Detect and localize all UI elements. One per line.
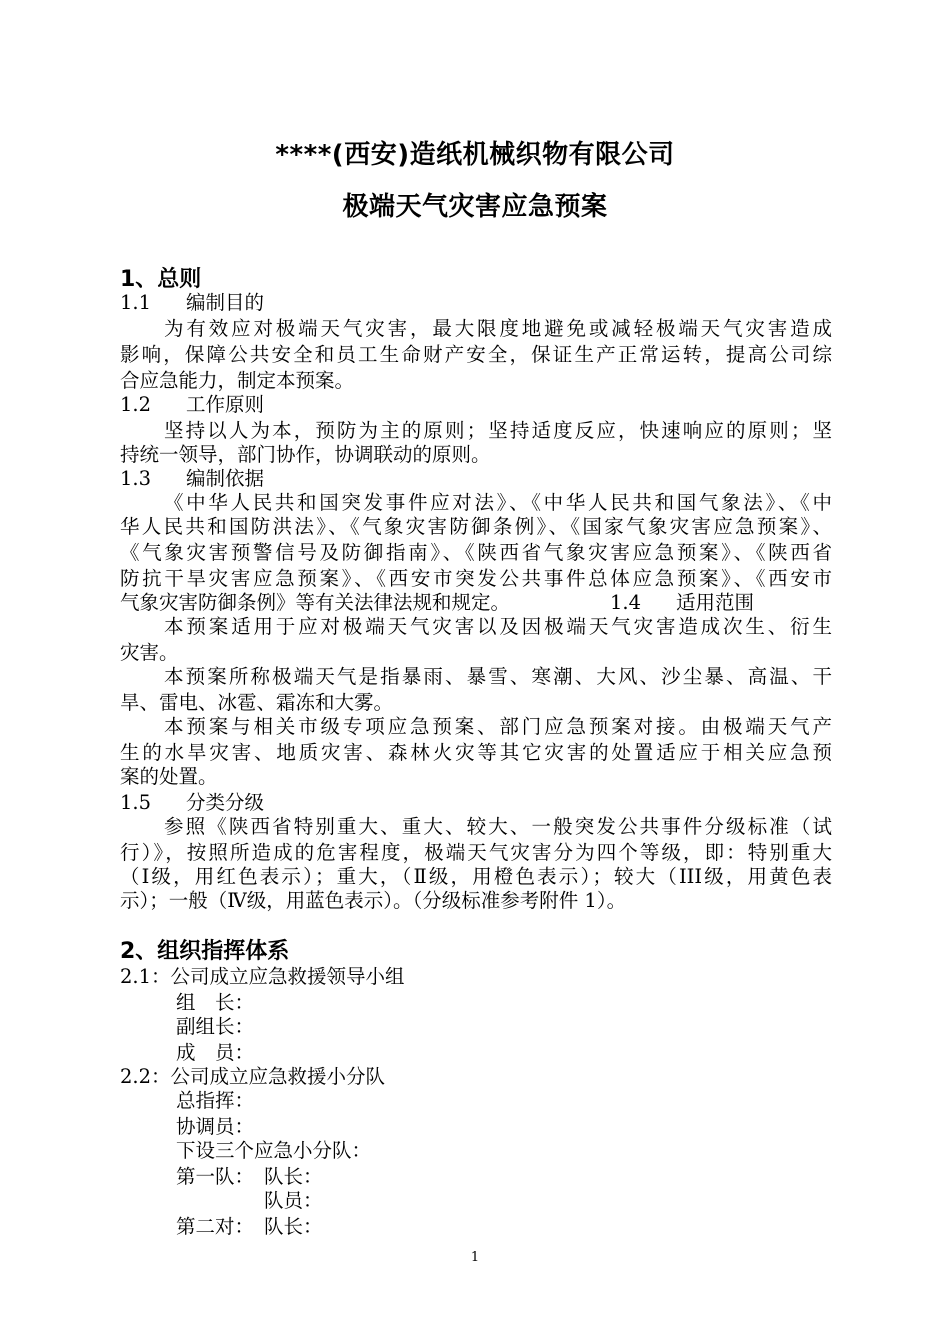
section-2-heading: 2、组织指挥体系: [120, 939, 290, 964]
subsection-title: 适用范围: [676, 591, 755, 614]
paragraph-line: 为有效应对极端天气灾害，最大限度地避免或减轻极端天气灾害造成: [164, 317, 832, 340]
subsection-number: 1.2: [120, 393, 152, 416]
paragraph-line: 《气象灾害预警信号及防御指南》、《陕西省气象灾害应急预案》、《陕西省: [120, 541, 832, 564]
document-title: 极端天气灾害应急预案: [342, 192, 608, 222]
paragraph-line: 案的处置。: [120, 765, 218, 788]
role-line: 队长：: [264, 1165, 323, 1188]
subsection-number: 1.3: [120, 467, 152, 490]
subsection-title: 编制依据: [186, 467, 265, 490]
subsection-number: 1.5: [120, 791, 152, 814]
paragraph-line: 华人民共和国防洪法》、《气象灾害防御条例》、《国家气象灾害应急预案》、: [120, 515, 832, 538]
role-line: 总指挥：: [176, 1089, 255, 1112]
paragraph-line: 防抗干旱灾害应急预案》、《西安市突发公共事件总体应急预案》、《西安市: [120, 567, 832, 590]
paragraph-line: 合应急能力，制定本预案。: [120, 369, 355, 392]
role-line: 队长：: [264, 1215, 323, 1238]
paragraph-line: 示）；一般（Ⅳ级，用蓝色表示）。（分级标准参考附件 1）。: [120, 889, 627, 912]
paragraph-line: 灾害。: [120, 641, 179, 664]
subsection-1-4: [610, 590, 754, 616]
role-line: 下设三个应急小分队：: [176, 1139, 372, 1162]
role-line: 副组长：: [176, 1015, 255, 1038]
team-label: 第二对：: [176, 1215, 255, 1238]
role-line: 队员：: [264, 1189, 323, 1212]
role-line: 成 员：: [176, 1041, 255, 1064]
subsection-2-1: 2.1：公司成立应急救援领导小组: [120, 965, 405, 988]
subsection-1-1: [120, 290, 264, 316]
paragraph-line: 本预案与相关市级专项应急预案、部门应急预案对接。由极端天气产: [164, 715, 832, 738]
section-1-heading: 1、总则: [120, 267, 202, 292]
subsection-number: 1.1: [120, 291, 152, 314]
subsection-title: 分类分级: [186, 791, 265, 814]
subsection-number: 1.4: [610, 591, 642, 614]
page-number: 1: [470, 1250, 480, 1265]
role-line: 组 长：: [176, 991, 255, 1014]
subsection-2-2: 2.2：公司成立应急救援小分队: [120, 1065, 386, 1088]
paragraph-line: 坚持以人为本，预防为主的原则；坚持适度反应，快速响应的原则；坚: [164, 419, 832, 442]
paragraph-line: 影响，保障公共安全和员工生命财产安全，保证生产正常运转，提高公司综: [120, 343, 832, 366]
paragraph-line: 旱、雷电、冰雹、霜冻和大雾。: [120, 691, 394, 714]
paragraph-line: 生的水旱灾害、地质灾害、森林火灾等其它灾害的处置适应于相关应急预: [120, 741, 832, 764]
paragraph-line: 持统一领导，部门协作，协调联动的原则。: [120, 443, 491, 466]
paragraph-line: （Ⅰ级，用红色表示）；重大，（Ⅱ级，用橙色表示）；较大（III级，用黄色表: [120, 865, 832, 888]
subsection-1-2: [120, 392, 264, 418]
paragraph-line: 行）》，按照所造成的危害程度，极端天气灾害分为四个等级，即：特别重大: [120, 841, 832, 864]
subsection-title: 工作原则: [186, 393, 265, 416]
paragraph-line: 参照《陕西省特别重大、重大、较大、一般突发公共事件分级标准（试: [164, 815, 832, 838]
role-line: 协调员：: [176, 1115, 255, 1138]
paragraph-line: 气象灾害防御条例》等有关法律法规和规定。: [120, 591, 511, 614]
paragraph-line: 《中华人民共和国突发事件应对法》、《中华人民共和国气象法》、《中: [164, 491, 832, 514]
subsection-title: 编制目的: [186, 291, 265, 314]
company-title: ****(西安)造纸机械织物有限公司: [275, 140, 675, 170]
subsection-1-3: [120, 466, 264, 492]
subsection-1-5: [120, 790, 264, 816]
paragraph-line: 本预案所称极端天气是指暴雨、暴雪、寒潮、大风、沙尘暴、高温、干: [164, 665, 832, 688]
team-label: 第一队：: [176, 1165, 255, 1188]
paragraph-line: 本预案适用于应对极端天气灾害以及因极端天气灾害造成次生、衍生: [164, 615, 832, 638]
